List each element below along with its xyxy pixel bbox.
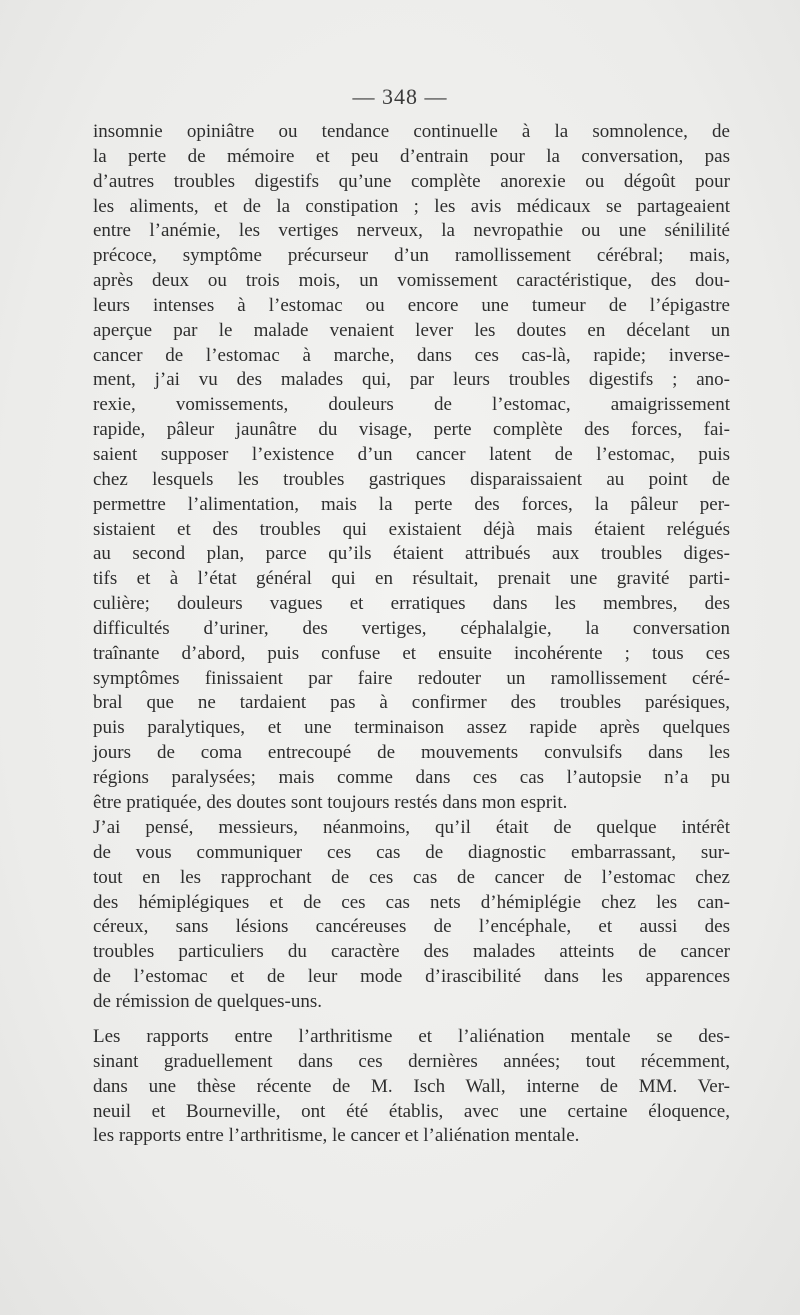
text-line: symptômes finissaient par faire redouter un ramollissement céré- <box>93 667 730 689</box>
text-line: tout en les rapprochant de ces cas de cancer de l’estomac chez <box>93 866 730 888</box>
text-line: Les rapports entre l’arthritisme et l’aliénation mentale se des- <box>93 1026 730 1047</box>
text-line: sistaient et des troubles qui existaient déjà mais étaient relégués <box>93 518 730 540</box>
text-line: culière; douleurs vagues et erratiques dans les membres, des <box>93 593 730 615</box>
text-line: rexie, vomissements, douleurs de l’estomac, amaigrissement <box>93 394 730 416</box>
text-line: saient supposer l’existence d’un cancer latent de l’estomac, puis <box>93 443 730 465</box>
text-line: sinant graduellement dans ces dernières années; tout récemment, <box>93 1050 730 1072</box>
text-line: les aliments, et de la constipation ; les avis médicaux se partageaient <box>93 195 730 217</box>
text-line: J’ai pensé, messieurs, néanmoins, qu’il était de quelque intérêt <box>93 817 730 838</box>
text-line: les rapports entre l’arthritisme, le cancer et l’aliénation mentale. <box>93 1125 580 1147</box>
text-line: céreux, sans lésions cancéreuses de l’encéphale, et aussi des <box>93 916 730 938</box>
text-line: leurs intenses à l’estomac ou encore une tumeur de l’épigastre <box>93 294 730 316</box>
text-line: difficultés d’uriner, des vertiges, céphalalgie, la conversation <box>93 617 730 639</box>
text-line: puis paralytiques, et une terminaison assez rapide après quelques <box>93 717 730 739</box>
text-line: rapide, pâleur jaunâtre du visage, perte complète des forces, fai- <box>93 419 730 441</box>
paragraph-1 <box>93 120 730 816</box>
text-line: dans une thèse récente de M. Isch Wall, interne de MM. Ver- <box>93 1075 730 1097</box>
text-line: permettre l’alimentation, mais la perte des forces, la pâleur per- <box>93 493 730 515</box>
text-line: précoce, symptôme précurseur d’un ramollissement cérébral; mais, <box>93 245 730 267</box>
text-line: de rémission de quelques-uns. <box>93 990 323 1012</box>
paragraph-3 <box>93 1025 730 1149</box>
text-line: de vous communiquer ces cas de diagnostic embarrassant, sur- <box>93 841 730 863</box>
text-line: neuil et Bourneville, ont été établis, avec une certaine éloquence, <box>93 1100 730 1122</box>
text-line: cancer de l’estomac à marche, dans ces cas-là, rapide; inverse- <box>93 344 730 366</box>
text-line: bral que ne tardaient pas à confirmer des troubles parésiques, <box>93 692 730 714</box>
text-line: jours de coma entrecoupé de mouvements convulsifs dans les <box>93 742 730 764</box>
text-line: au second plan, parce qu’ils étaient attribués aux troubles diges- <box>93 543 730 565</box>
text-line: des hémiplégiques et de ces cas nets d’hémiplégie chez les can- <box>93 891 730 913</box>
text-line: après deux ou trois mois, un vomissement caractéristique, des dou- <box>93 270 730 292</box>
text-line: troubles particuliers du caractère des malades atteints de cancer <box>93 941 730 963</box>
text-line: d’autres troubles digestifs qu’une complète anorexie ou dégoût pour <box>93 170 730 192</box>
text-line: ment, j’ai vu des malades qui, par leurs troubles digestifs ; ano- <box>93 369 730 391</box>
text-line: entre l’anémie, les vertiges nerveux, la nevropathie ou une sénililité <box>93 220 730 242</box>
text-line: aperçue par le malade venaient lever les doutes en décelant un <box>93 319 730 341</box>
text-line: de l’estomac et de leur mode d’irascibilité dans les apparences <box>93 966 730 988</box>
text-line: régions paralysées; mais comme dans ces cas l’autopsie n’a pu <box>93 766 730 788</box>
text-line: insomnie opiniâtre ou tendance continuelle à la somnolence, de <box>93 121 730 142</box>
page-number: — 348 — <box>352 84 448 109</box>
text-line: tifs et à l’état général qui en résultait, prenait une gravité parti- <box>93 568 730 590</box>
text-line: la perte de mémoire et peu d’entrain pour la conversation, pas <box>93 145 730 167</box>
text-line: traînante d’abord, puis confuse et ensuite incohérente ; tous ces <box>93 642 730 664</box>
paragraph-2 <box>93 816 730 1015</box>
text-line: être pratiquée, des doutes sont toujours restés dans mon esprit. <box>93 791 568 813</box>
text-line: chez lesquels les troubles gastriques disparaissaient au point de <box>93 468 730 490</box>
